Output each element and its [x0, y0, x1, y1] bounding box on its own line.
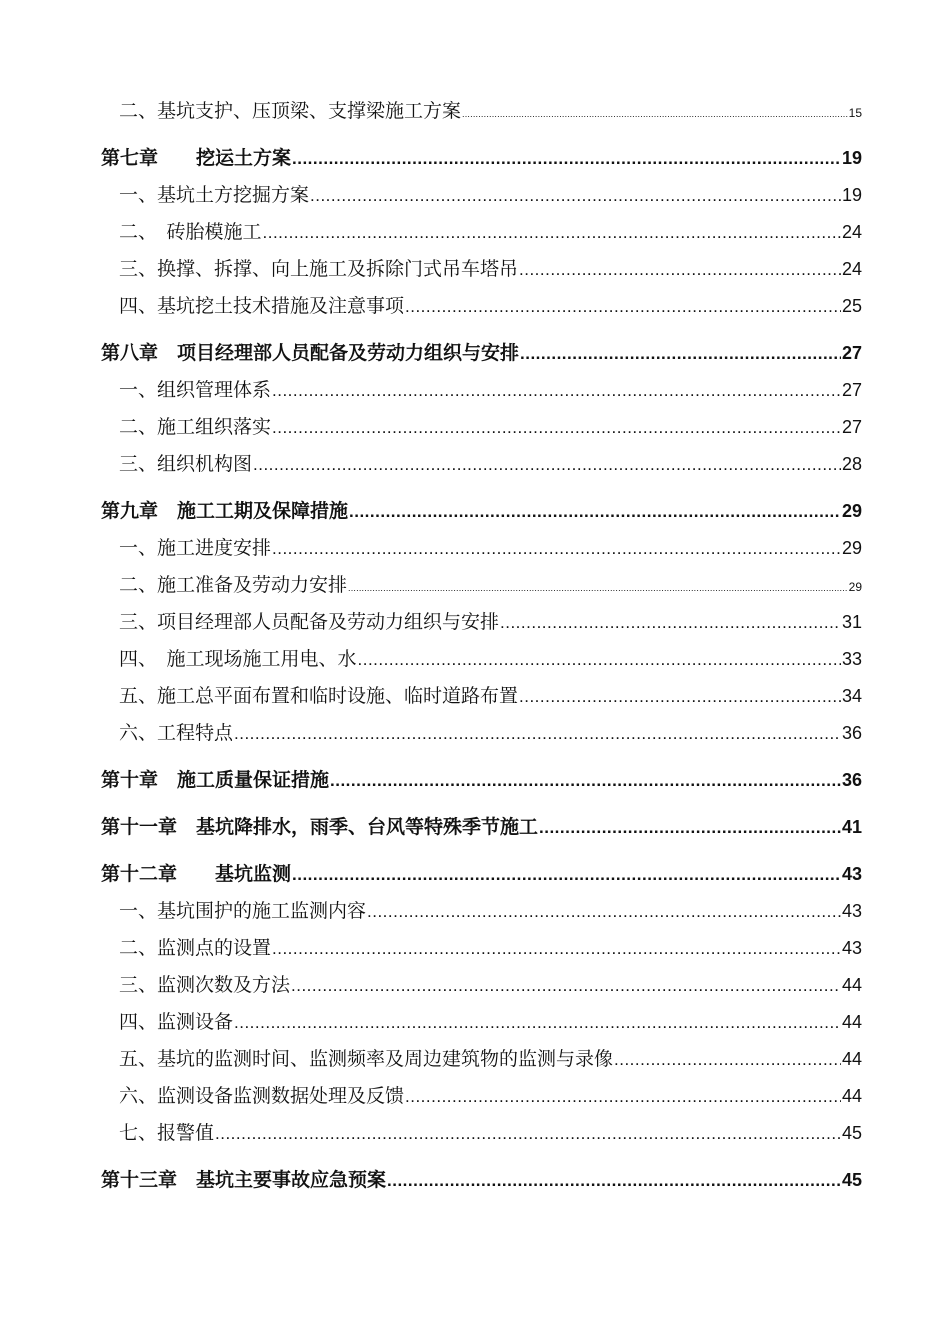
toc-entry-label: 三、换撑、拆撑、向上施工及拆除门式吊车塔吊 — [119, 258, 519, 280]
toc-chapter[interactable] — [101, 133, 862, 180]
toc-entry-label: 四、基坑挖土技术措施及注意事项 — [119, 295, 405, 317]
toc-leader-dots — [614, 1050, 841, 1070]
toc-entry-label: 五、基坑的监测时间、监测频率及周边建筑物的监测与录像 — [119, 1048, 614, 1070]
toc-entry-label: 二、 砖胎模施工 — [119, 221, 262, 243]
toc-entry-label: 一、施工进度安排 — [119, 537, 272, 559]
toc-leader-dots — [348, 583, 848, 593]
toc-leader-dots — [272, 539, 841, 559]
toc-entry-label: 一、组织管理体系 — [119, 379, 272, 401]
toc-entry[interactable] — [101, 718, 862, 755]
toc-entry-label: 三、监测次数及方法 — [119, 974, 291, 996]
toc-entry[interactable] — [101, 254, 862, 291]
toc-entry-page: 24 — [841, 259, 862, 279]
toc-leader-dots — [234, 1013, 841, 1033]
toc-entry-page: 27 — [841, 380, 862, 400]
toc-chapter[interactable] — [101, 849, 862, 896]
toc-entry[interactable] — [101, 412, 862, 449]
toc-entry-page: 45 — [841, 1123, 862, 1143]
toc-chapter-page: 45 — [841, 1170, 862, 1190]
toc-entry-label: 二、施工准备及劳动力安排 — [119, 574, 348, 596]
toc-leader-dots — [387, 1171, 841, 1191]
toc-entry[interactable] — [101, 1007, 862, 1044]
toc-entry[interactable] — [101, 681, 862, 718]
toc-entry-label: 二、施工组织落实 — [119, 416, 272, 438]
toc-chapter-page: 27 — [841, 343, 862, 363]
toc-chapter[interactable] — [101, 802, 862, 849]
toc-chapter-label: 第八章 项目经理部人员配备及劳动力组织与安排 — [101, 342, 520, 364]
toc-entry-page: 27 — [841, 417, 862, 437]
toc-leader-dots — [291, 976, 841, 996]
toc-entry[interactable] — [101, 644, 862, 681]
toc-chapter-label: 第十二章 基坑监测 — [101, 863, 292, 885]
toc-leader-dots — [539, 818, 841, 838]
toc-entry-page: 29 — [841, 538, 862, 558]
toc-entry-page: 43 — [841, 901, 862, 921]
toc-chapter[interactable] — [101, 755, 862, 802]
toc-leader-dots — [272, 381, 841, 401]
toc-leader-dots — [349, 502, 841, 522]
toc-leader-dots — [215, 1124, 841, 1144]
toc-entry-page: 34 — [841, 686, 862, 706]
toc-chapter-page: 19 — [841, 148, 862, 168]
toc-leader-dots — [500, 613, 841, 633]
toc-chapter-label: 第七章 挖运土方案 — [101, 147, 292, 169]
toc-leader-dots — [292, 865, 841, 885]
toc-entry-page: 29 — [848, 580, 862, 594]
toc-chapter-page: 41 — [841, 817, 862, 837]
toc-entry-page: 33 — [841, 649, 862, 669]
toc-entry-page: 28 — [841, 454, 862, 474]
toc-entry-page: 31 — [841, 612, 862, 632]
toc-entry-page: 44 — [841, 1086, 862, 1106]
toc-entry-page: 19 — [841, 185, 862, 205]
toc-entry-page: 15 — [848, 106, 862, 120]
toc-leader-dots — [272, 418, 841, 438]
toc-chapter-label: 第十三章 基坑主要事故应急预案 — [101, 1169, 387, 1191]
toc-entry-label: 二、基坑支护、压顶梁、支撑梁施工方案 — [119, 100, 462, 122]
toc-chapter-label: 第十章 施工质量保证措施 — [101, 769, 330, 791]
toc-leader-dots — [519, 687, 841, 707]
toc-entry-label: 六、监测设备监测数据处理及反馈 — [119, 1085, 405, 1107]
toc-leader-dots — [405, 1087, 841, 1107]
toc-entry-label: 三、项目经理部人员配备及劳动力组织与安排 — [119, 611, 500, 633]
toc-entry-label: 四、 施工现场施工用电、水 — [119, 648, 357, 670]
toc-entry-page: 24 — [841, 222, 862, 242]
toc-leader-dots — [519, 260, 841, 280]
toc-entry[interactable] — [101, 1118, 862, 1155]
toc-entry[interactable] — [101, 96, 862, 133]
toc-chapter[interactable] — [101, 486, 862, 533]
toc-entry-label: 三、组织机构图 — [119, 453, 253, 475]
toc-entry[interactable] — [101, 607, 862, 644]
toc-entry-label: 四、监测设备 — [119, 1011, 234, 1033]
toc-entry-page: 44 — [841, 1049, 862, 1069]
toc-leader-dots — [405, 297, 841, 317]
toc-entry[interactable] — [101, 970, 862, 1007]
toc-entry[interactable] — [101, 291, 862, 328]
toc-leader-dots — [292, 149, 841, 169]
toc-leader-dots — [253, 455, 841, 475]
toc-entry-page: 43 — [841, 938, 862, 958]
toc-leader-dots — [263, 223, 841, 243]
toc-chapter-label: 第九章 施工工期及保障措施 — [101, 500, 349, 522]
toc-leader-dots — [520, 344, 841, 364]
toc-leader-dots — [358, 650, 841, 670]
toc-entry[interactable] — [101, 1044, 862, 1081]
toc-entry-page: 36 — [841, 723, 862, 743]
toc-entry[interactable] — [101, 896, 862, 933]
toc-entry-page: 44 — [841, 1012, 862, 1032]
toc-chapter-page: 36 — [841, 770, 862, 790]
toc-entry[interactable] — [101, 533, 862, 570]
toc-leader-dots — [272, 939, 841, 959]
toc-leader-dots — [234, 724, 841, 744]
toc-chapter[interactable] — [101, 328, 862, 375]
toc-entry[interactable] — [101, 933, 862, 970]
toc-leader-dots — [310, 186, 841, 206]
toc-entry-label: 一、基坑土方挖掘方案 — [119, 184, 310, 206]
toc-entry[interactable] — [101, 180, 862, 217]
toc-chapter-page: 43 — [841, 864, 862, 884]
toc-chapter[interactable] — [101, 1155, 862, 1202]
toc-entry-label: 七、报警值 — [119, 1122, 215, 1144]
toc-entry[interactable] — [101, 375, 862, 412]
toc-entry-page: 25 — [841, 296, 862, 316]
toc-entry[interactable] — [101, 217, 862, 254]
toc-entry-label: 二、监测点的设置 — [119, 937, 272, 959]
toc-leader-dots — [330, 771, 841, 791]
toc-entry-page: 44 — [841, 975, 862, 995]
toc-entry[interactable] — [101, 1081, 862, 1118]
table-of-contents — [101, 96, 862, 1202]
toc-leader-dots — [462, 109, 848, 119]
toc-entry[interactable] — [101, 570, 862, 607]
toc-entry-label: 五、施工总平面布置和临时设施、临时道路布置 — [119, 685, 519, 707]
toc-entry-label: 一、基坑围护的施工监测内容 — [119, 900, 367, 922]
toc-chapter-label: 第十一章 基坑降排水，雨季、台风等特殊季节施工 — [101, 816, 539, 838]
toc-chapter-page: 29 — [841, 501, 862, 521]
toc-leader-dots — [367, 902, 841, 922]
toc-entry-label: 六、工程特点 — [119, 722, 234, 744]
toc-entry[interactable] — [101, 449, 862, 486]
